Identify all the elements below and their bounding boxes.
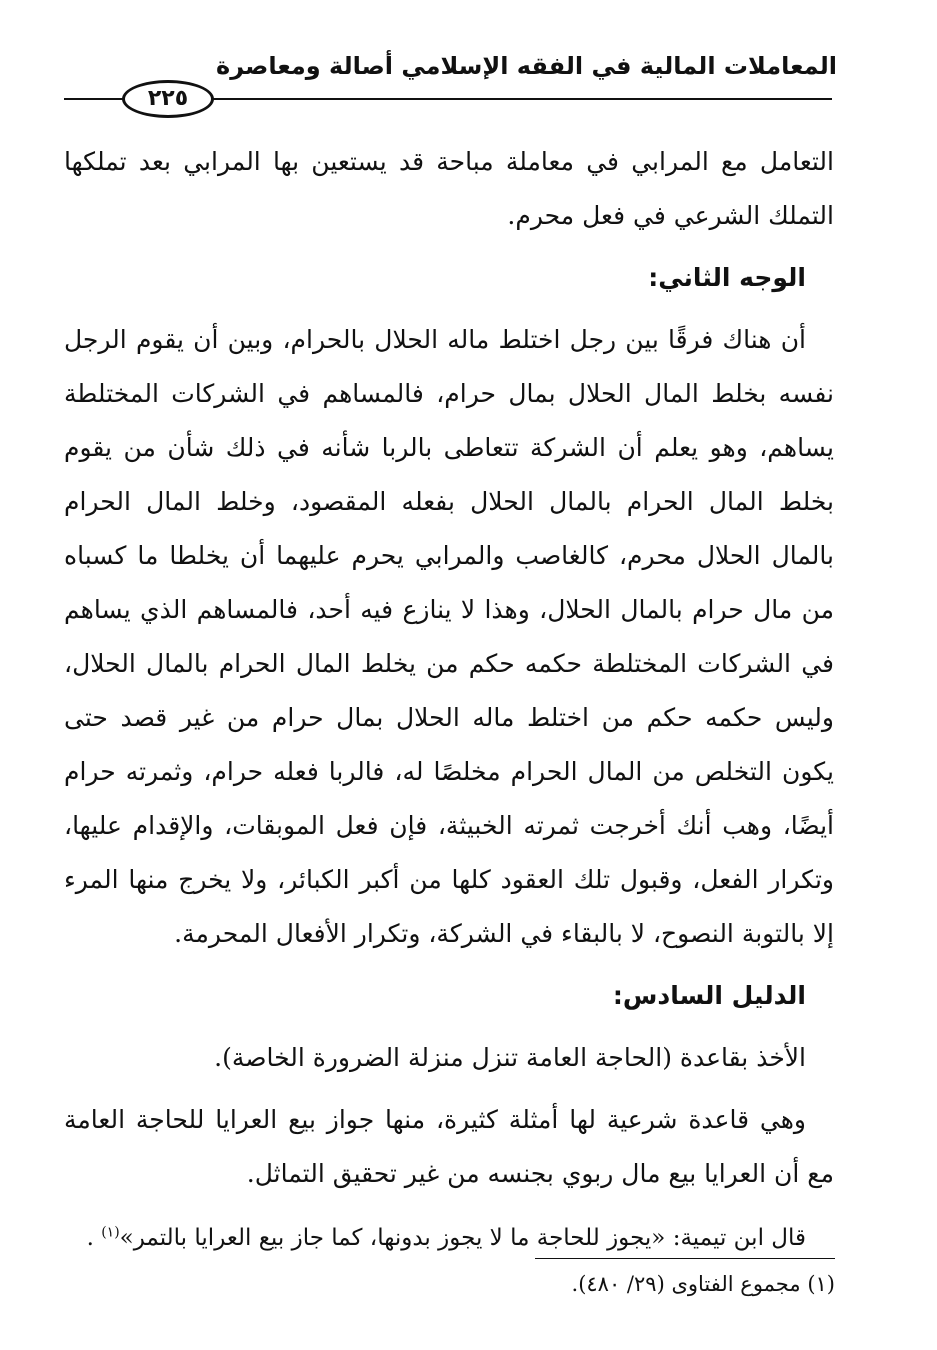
quote-end: . xyxy=(86,1225,94,1251)
spacer xyxy=(64,305,834,313)
spacer xyxy=(64,961,834,969)
footnote-marker: (١) xyxy=(807,1272,835,1296)
footnote-text: مجموع الفتاوى (٢٩/ ٤٨٠). xyxy=(571,1272,801,1296)
running-title: المعاملات المالية في الفقه الإسلامي أصالة ومعاصرة xyxy=(216,52,837,80)
paragraph-3: الأخذ بقاعدة (الحاجة العامة تنزل منزلة الضرورة الخاصة). xyxy=(214,1043,806,1072)
quote-paragraph xyxy=(64,1211,834,1265)
heading-second-aspect: الوجه الثاني: xyxy=(648,263,806,292)
quote-lead: قال ابن تيمية: xyxy=(672,1225,806,1251)
main-text xyxy=(64,135,834,1265)
page-number-badge: ٢٢٥ xyxy=(122,80,214,118)
spacer xyxy=(64,243,834,251)
footnote-1 xyxy=(572,1272,835,1296)
spacer xyxy=(64,1085,834,1093)
paragraph-1: التعامل مع المرابي في معاملة مباحة قد يستعين بها المرابي بعد تملكها التملك الشرعي في فعل محرم. xyxy=(64,147,834,230)
heading-sixth-evidence: الدليل السادس: xyxy=(612,981,806,1010)
paragraph-2: أن هناك فرقًا بين رجل اختلط ماله الحلال بالحرام، وبين أن يقوم الرجل نفسه بخلط المال الحلال بمال حرام، فالمساهم في الشركات المختلطة يساهم، وهو يعلم أن الشركة تتعاطى بالربا شأنه في ذلك شأن من يقوم بخلط المال الحرام بالمال الحلال بفعله المقصود، وخلط المال الحرام بالمال الحلال محرم، كالغاصب والمرابي يحرم عليهما أن يخلطا ما كسباه من مال حرام بالمال الحلال، وهذا لا ينازع فيه أحد، فالمساهم الذي يساهم في الشركات المختلطة حكمه حكم من يخلط المال الحرام بالمال الحلال، وليس حكمه حكم من اختلط ماله الحلال بمال حرام من غير قصد حتى يكون التخلص من المال الحرام مخلصًا له، فالربا فعله حرام، وثمرته حرام أيضًا، وهب أنك أخرجت ثمرته الخبيثة، فإن فعل الموبقات، والإقدام عليها، وتكرار الفعل، وقبول تلك العقود كلها من أكبر الكبائر، ولا يخرج منها المرء إلا بالتوبة النصوح، لا بالبقاء في الشركة، وتكرار الأفعال المحرمة. xyxy=(64,325,834,948)
quote-text: «يجوز للحاجة ما لا يجوز بدونها، كما جاز بيع العرايا بالتمر» xyxy=(119,1225,666,1251)
footnote-rule xyxy=(535,1258,835,1259)
spacer xyxy=(64,1023,834,1031)
paragraph-4: وهي قاعدة شرعية لها أمثلة كثيرة، منها جواز بيع العرايا للحاجة العامة مع أن العرايا بيع مال ربوي بجنسه من غير تحقيق التماثل. xyxy=(64,1105,834,1188)
footnote-reference[interactable]: (١) xyxy=(101,1224,120,1241)
